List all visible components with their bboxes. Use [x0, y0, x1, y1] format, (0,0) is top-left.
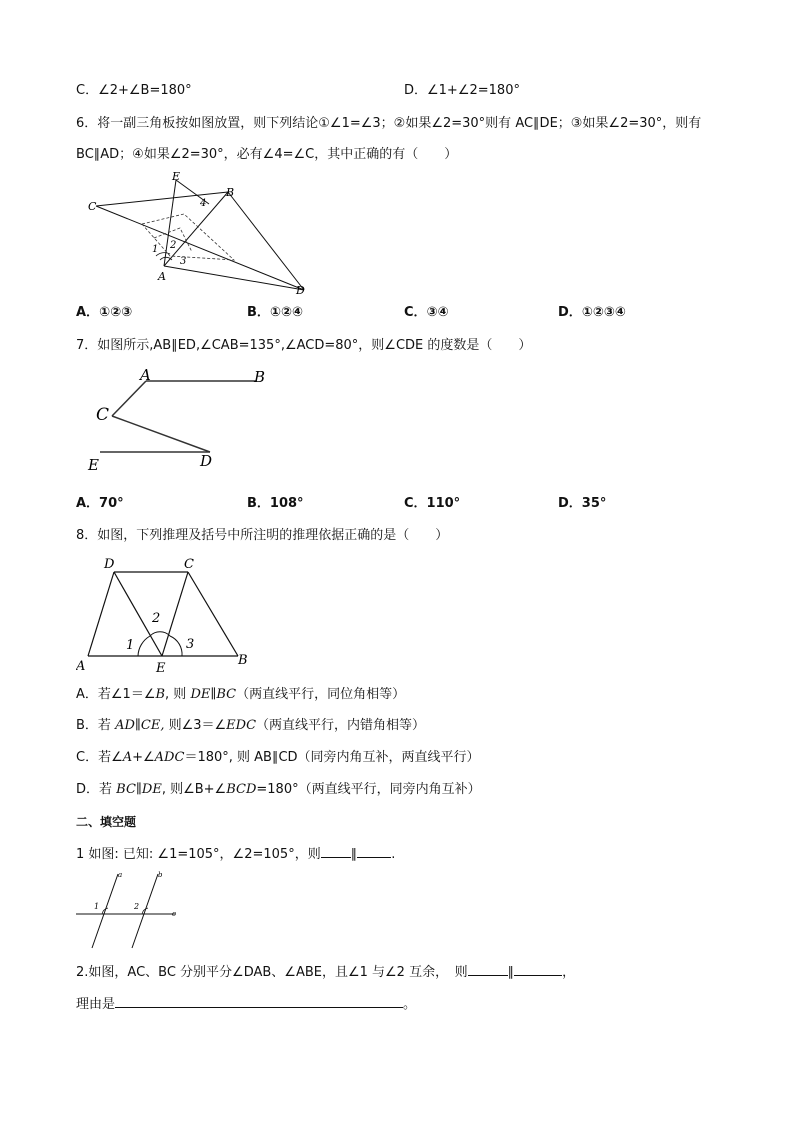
q6-option-d: D．①②③④ — [558, 305, 626, 320]
q7-label-b: B — [254, 368, 266, 386]
q7-label-d: D — [200, 452, 213, 470]
q8-label-b: B — [238, 653, 248, 668]
q6-label-4: 4 — [200, 198, 207, 209]
fill2-text: 2.如图，AC、BC 分别平分∠DAB、∠ABE，且∠1 与∠2 互余， 则 ∥ ， — [76, 965, 576, 980]
fill1-blank-2[interactable] — [357, 845, 391, 858]
q7-label-e: E — [88, 456, 99, 474]
q6-label-3: 3 — [180, 256, 187, 267]
fill2-blank-1[interactable] — [468, 963, 508, 976]
fill2-blank-2[interactable] — [514, 963, 562, 976]
q6-label-2: 2 — [170, 240, 177, 251]
q6-label-e: E — [172, 170, 181, 183]
q6-label-a: A — [158, 270, 166, 283]
q8-label-2: 2 — [152, 611, 161, 626]
q7-option-c: C．110° — [404, 496, 461, 511]
q5-option-d: D．∠1+∠2=180° — [404, 83, 520, 98]
q6-label-c: C — [88, 200, 97, 213]
fill2-reason: 理由是 。 — [76, 997, 417, 1012]
q8-option-c: C．若∠A+∠ADC＝180°, 则 AB∥CD（同旁内角互补，两直线平行） — [76, 750, 480, 765]
q6-option-c: C．③④ — [404, 305, 449, 320]
q6-figure — [84, 168, 324, 298]
q6-label-1: 1 — [152, 244, 159, 255]
q6-text-line2: BC∥AD；④如果∠2=30°，必有∠4=∠C，其中正确的有（ ） — [76, 147, 458, 162]
q6-option-b: B．①②④ — [247, 305, 303, 320]
q8-text: 8．如图，下列推理及括号中所注明的推理依据正确的是（ ） — [76, 528, 449, 543]
q8-label-e: E — [156, 661, 166, 676]
q8-option-d: D．若 BC∥DE, 则∠B+∠BCD=180°（两直线平行，同旁内角互补） — [76, 782, 481, 797]
fill1-label-1: 1 — [94, 902, 100, 911]
q8-option-b: B．若 AD∥CE, 则∠3＝∠EDC（两直线平行，内错角相等） — [76, 718, 426, 733]
q5-option-c: C．∠2+∠B=180° — [76, 83, 192, 98]
q8-figure — [76, 552, 266, 677]
q8-label-c: C — [184, 557, 194, 572]
section-heading: 二、填空题 — [76, 815, 137, 829]
q8-label-d: D — [104, 557, 115, 572]
q7-option-d: D．35° — [558, 496, 607, 511]
q7-option-a: A．70° — [76, 496, 124, 511]
q7-option-b: B．108° — [247, 496, 304, 511]
q8-label-3: 3 — [186, 637, 195, 652]
fill1-label-2: 2 — [134, 902, 140, 911]
q6-label-d: D — [296, 284, 305, 297]
q8-label-a: A — [76, 659, 86, 674]
q8-label-1: 1 — [126, 638, 135, 653]
q6-option-a: A．①②③ — [76, 305, 133, 320]
fill1-blank-1[interactable] — [321, 845, 351, 858]
q6-label-b: B — [226, 186, 235, 199]
fill1-figure — [74, 868, 184, 950]
q8-option-a: A．若∠1＝∠B, 则 DE∥BC（两直线平行，同位角相等） — [76, 687, 406, 702]
q7-label-c: C — [96, 405, 110, 425]
fill1-label-c: c — [172, 910, 176, 918]
fill2-reason-blank[interactable] — [115, 995, 403, 1008]
q6-text-line1: 6．将一副三角板按如图放置，则下列结论①∠1=∠3；②如果∠2=30°则有 AC∥DE；③如果∠2=30°，则有 — [76, 116, 702, 131]
fill1-text: 1 如图: 已知: ∠1=105°，∠2=105°，则 ∥ . — [76, 847, 396, 862]
q7-text: 7．如图所示,AB∥ED,∠CAB=135°,∠ACD=80°，则∠CDE 的度数是（ ） — [76, 338, 532, 353]
fill1-label-a: a — [118, 871, 123, 879]
fill1-label-b: b — [158, 871, 163, 879]
q7-label-a: A — [140, 366, 151, 384]
q7-figure — [84, 360, 284, 480]
